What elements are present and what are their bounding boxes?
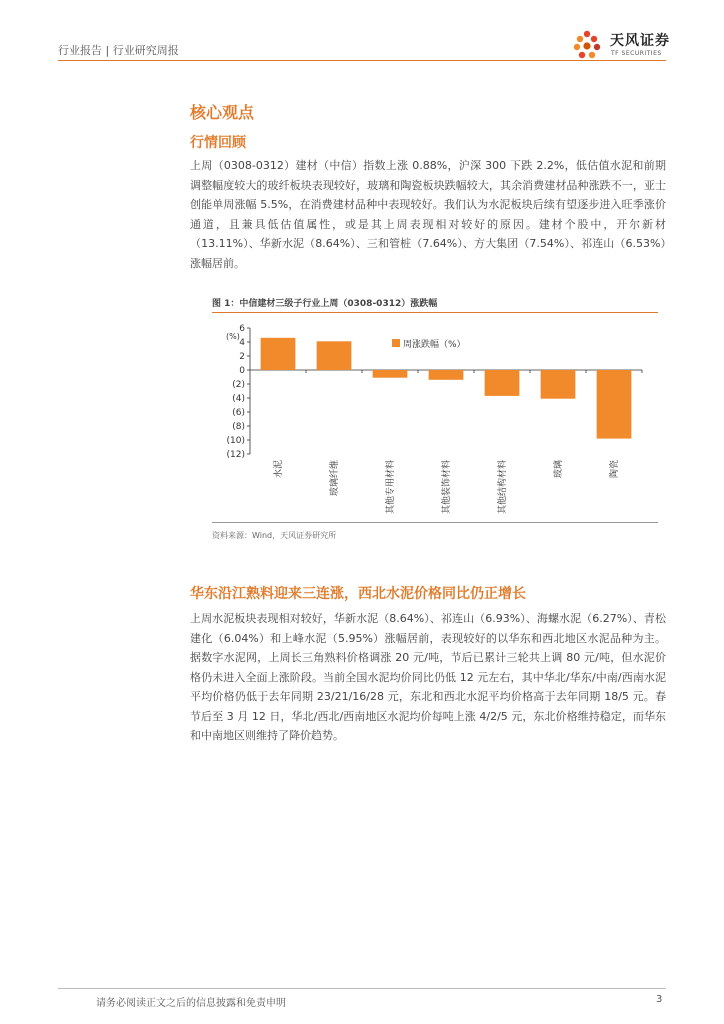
bar-2 bbox=[373, 370, 408, 378]
y-tick-label: (2) bbox=[232, 380, 245, 390]
x-category-label: 水泥 bbox=[274, 460, 284, 479]
bar-chart bbox=[212, 316, 658, 521]
bar-5 bbox=[541, 370, 576, 399]
legend-label: 周涨跌幅（%） bbox=[403, 340, 466, 350]
bar-3 bbox=[429, 370, 464, 380]
x-category-label: 陶瓷 bbox=[610, 460, 620, 479]
x-category-label: 玻璃 bbox=[554, 460, 564, 479]
y-tick-label: (12) bbox=[226, 450, 245, 460]
figure-source: 资料来源：Wind，天风证券研究所 bbox=[212, 531, 337, 540]
x-category-label: 其他装饰材料 bbox=[442, 460, 452, 515]
subsection-title-review: 行情回顾 bbox=[190, 135, 246, 151]
bar-4 bbox=[485, 370, 520, 396]
footer-disclaimer: 请务必阅读正文之后的信息披露和免责申明 bbox=[96, 998, 286, 1009]
paragraph-review: 上周（0308-0312）建材（中信）指数上涨 0.88%，沪深 300 下跌 2.2%，低估值水泥和前期调整幅度较大的玻纤板块表现较好，玻璃和陶瓷板块跌幅较大，其余消费建材品种涨跌不一，亚士创能单周涨幅 5.5%，在消费建材品种中表现较好。我们认为水泥板块后续有望逐步进入旺季涨价通道，且兼具低估值属性，或是其上周表现相对较好的原因。建材个股中，开尔新材（13.11%）、华新水泥（8.64%）、三和管桩（7.64%）、方大集团（7.54%）、祁连山（6.53%）涨幅居前。 bbox=[190, 159, 666, 270]
figure-title: 图 1：中信建材三级子行业上周（0308-0312）涨跌幅 bbox=[212, 299, 438, 309]
bar-0 bbox=[261, 338, 296, 370]
x-category-label: 玻璃纤维 bbox=[330, 460, 340, 497]
y-tick-label: (10) bbox=[226, 436, 245, 446]
y-tick-label: 2 bbox=[239, 352, 245, 362]
y-tick-label: 0 bbox=[239, 366, 245, 376]
bar-6 bbox=[597, 370, 632, 439]
x-category-label: 其他专用材料 bbox=[386, 460, 396, 515]
section-title: 核心观点 bbox=[190, 103, 255, 122]
y-unit-label: (%) bbox=[226, 332, 240, 341]
page-number: 3 bbox=[656, 994, 663, 1005]
figure-bottom-rule bbox=[212, 522, 658, 523]
figure-1 bbox=[212, 296, 658, 546]
y-tick-label: (4) bbox=[232, 394, 245, 404]
report-category: 行业报告 | 行业研究周报 bbox=[58, 44, 179, 57]
legend-swatch bbox=[392, 339, 400, 347]
y-tick-label: (6) bbox=[232, 408, 245, 418]
logo-name: 天风证券 bbox=[610, 33, 670, 49]
y-tick-label: 6 bbox=[239, 324, 245, 334]
bar-1 bbox=[317, 341, 352, 370]
header-divider bbox=[58, 60, 666, 61]
footer-divider bbox=[58, 988, 666, 989]
x-category-label: 其他结构材料 bbox=[498, 460, 508, 515]
y-tick-label: (8) bbox=[232, 422, 245, 432]
subsection-title-cement: 华东沿江熟料迎来三连涨，西北水泥价格同比仍正增长 bbox=[190, 586, 526, 602]
y-tick-label: 4 bbox=[239, 338, 245, 348]
logo-name-en: TF SECURITIES bbox=[611, 50, 662, 57]
figure-top-rule bbox=[212, 312, 658, 313]
paragraph-cement: 上周水泥板块表现相对较好，华新水泥（8.64%）、祁连山（6.93%）、海螺水泥（6.27%）、青松建化（6.04%）和上峰水泥（5.95%）涨幅居前，表现较好的以华东和西北地区水泥品种为主。据数字水泥网，上周长三角熟料价格调涨 20 元/吨，节后已累计三轮共上调 80 元/吨，但水泥价格仍未进入全面上涨阶段。当前全国水泥均价同比仍低 12 元左右，其中华北/华东/中南/西南水泥平均价格仍低于去年同期 23/21/16/28 元，东北和西北水泥平均价格高于去年同期 18/5 元。春节后至 3 月 12 日，华北/西北/西南地区水泥均价每吨上涨 4/2/5 元，东北价格维持稳定，而华东和中南地区则维持了降价趋势。 bbox=[190, 612, 666, 742]
